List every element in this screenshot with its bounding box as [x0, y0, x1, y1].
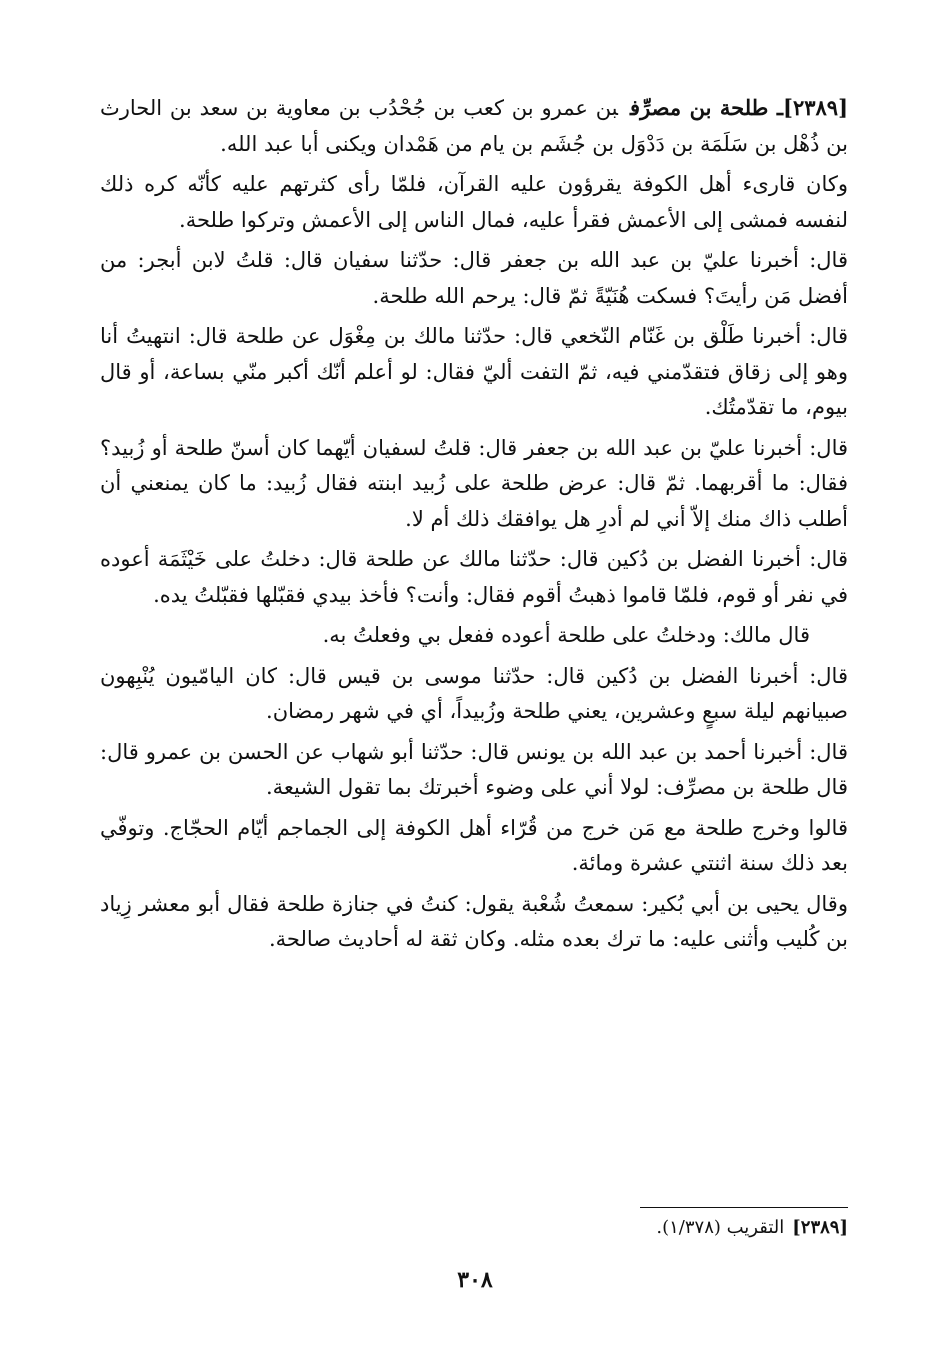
footnote-number: [٢٣٨٩]	[792, 1217, 848, 1238]
report-paragraph-9: وقال يحيى بن أبي بُكير: سمعتُ شُعْبة يقول: كنتُ في جنازة طلحة فقال أبو معشر زِياد بن كُليب وأثنى عليه: ما ترك بعده مثله. وكان ثقة له أحاديث صالحة.	[100, 891, 848, 951]
footnote-divider	[640, 1207, 848, 1208]
main-text	[100, 90, 848, 963]
report-paragraph-2: قال: أخبرنا طَلْق بن غَنّام النّخعي قال: حدّثنا مالك بن مِغْوَل عن طلحة قال: انتهيتُ أنا وهو إلى زقاق فتقدّمني فيه، ثمّ التفت أليّ فقال: لو أعلم أنّك أكبر منّي بساعة، أو قال بيوم، ما تقدّمتُك.	[100, 324, 848, 419]
report-paragraph-8: قالوا وخرج طلحة مع مَن خرج من قُرّاء أهل الكوفة إلى الجماجم أيّام الحجّاج. وتوفّي بعد ذلك سنة اثنتي عشرة ومائة.	[100, 815, 848, 875]
report-paragraph-4: قال: أخبرنا الفضل بن دُكين قال: حدّثنا مالك عن طلحة قال: دخلتُ على خَيْثَمَة أعوده في نفر أو قوم، فلمّا قاموا ذهبتُ أقوم فقال: وأنت؟ فأخذ بيدي فقبّلها فقبّلتُ يده.	[100, 547, 848, 607]
bio-paragraph: وكان قارىء أهل الكوفة يقرؤون عليه القرآن، فلمّا رأى كثرتهم عليه كأنّه كره ذلك لنفسه فمشى إلى الأعمش فقرأ عليه، فمال الناس إلى الأعمش وتركوا طلحة.	[100, 172, 848, 232]
report-paragraph-3: قال: أخبرنا عليّ بن عبد الله بن جعفر قال: قلتُ لسفيان أيّهما كان أسنّ طلحة أو زُبيد؟ فقال: ما أقربهما. ثمّ قال: عرض طلحة على زُبيد ابنته فقال زُبيد: ما كان يمنعني أن أطلب ذاك منك إلاّ أني لم أدرِ هل يوافقك ذلك أم لا.	[100, 435, 848, 531]
entry-number: [٢٣٨٩]	[783, 95, 848, 120]
entry-lineage: بن عمرو بن كعب بن جُحْدُب بن معاوية بن سعد بن الحارث بن ذُهْل بن سَلَمَة بن دَدْوَل بن جُشَم بن يام من هَمْدان ويكنى أبا عبد الله.	[100, 96, 848, 156]
report-paragraph-1: قال: أخبرنا عليّ بن عبد الله بن جعفر قال: حدّثنا سفيان قال: قلتُ لابن أبجر: من أفضل مَن رأيتَ؟ فسكت هُنَيّةً ثمّ قال: يرحم الله طلحة.	[100, 248, 848, 308]
report-paragraph-7: قال: أخبرنا أحمد بن عبد الله بن يونس قال: حدّثنا أبو شهاب عن الحسن بن عمرو قال: قال طلحة بن مصرِّف: لولا أني على وضوء أخبرتك بما تقول الشيعة.	[100, 739, 848, 799]
entry-name: ـ طلحة بن مصرِّف	[630, 95, 783, 120]
footnote-text: التقريب (١/٣٧٨).	[656, 1217, 785, 1238]
report-paragraph-5: قال مالك: ودخلتُ على طلحة أعوده ففعل بي وفعلتُ به.	[322, 623, 810, 647]
footnote	[656, 1214, 848, 1242]
page-number: ٣٠٨	[457, 1267, 493, 1293]
report-paragraph-6: قال: أخبرنا الفضل بن دُكين قال: حدّثنا موسى بن قيس قال: كان اليامّيون يُنْبِهون صبيانهم ليلة سبعٍ وعشرين، يعني طلحة وزُبيداً، أي في شهر رمضان.	[100, 663, 848, 723]
entry-heading-paragraph	[100, 90, 848, 162]
